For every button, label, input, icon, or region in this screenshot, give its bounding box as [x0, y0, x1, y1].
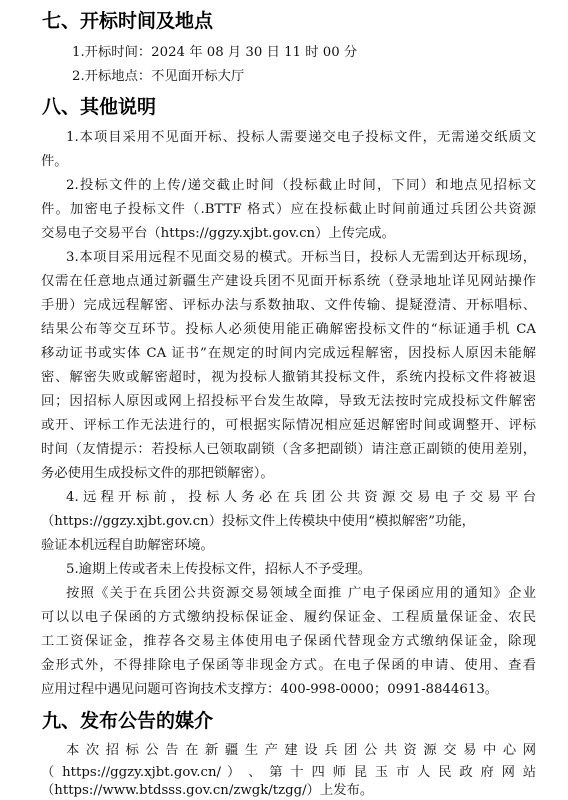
para-line: 仅需在任意地点通过新疆生产建设兵团不见面开标系统（登录地址详见网站操作: [41, 274, 536, 289]
para-line: 工工资保证金，推荐各交易主体使用电子保函代替现金方式缴纳保证金，除现: [41, 634, 536, 649]
para-line: （https://www.btdsss.gov.cn/zwgk/tzgg/）上发布。: [41, 783, 374, 798]
para-line: 件。: [41, 154, 68, 169]
para-line: 手册）完成远程解密、评标办法与系数抽取、文件传输、提疑澄清、开标唱标、: [41, 298, 536, 313]
para-line: 密、解密失败或解密超时，视为投标人撤销其投标文件，系统内投标文件将被退: [41, 370, 536, 385]
para-line: 1.本项目采用不见面开标、投标人需要递交电子投标文件，无需递交纸质文: [66, 130, 536, 145]
para-line: 可以以电子保函的方式缴纳投标保证金、履约保证金、工程质量保证金、农民: [41, 610, 536, 625]
para-line: 或开、评标工作无法进行的，可根据实际情况相应延迟解密时间或调整开、评标: [41, 418, 536, 433]
para-line: 2.投标文件的上传/递交截止时间（投标截止时间，下同）和地点见招标文: [66, 178, 536, 193]
open-location-item: 2.开标地点：不见面开标大厅: [72, 69, 245, 84]
para-line: 回；因招标人原因或网上招投标平台发生故障，导致无法按时完成投标文件解密: [41, 394, 536, 409]
para-line: 移动证书或实体 CA 证书”在规定的时间内完成远程解密，因投标人原因未能解: [41, 346, 536, 361]
para-line: 验证本机远程自助解密环境。: [41, 538, 214, 553]
para-line: 3.本项目采用远程不见面交易的模式。开标当日，投标人无需到达开标现场，: [66, 250, 536, 265]
para-line: 5.逾期上传或者未上传投标文件，招标人不予受理。: [66, 562, 372, 577]
para-line: 件。加密电子投标文件（.BTTF 格式）应在投标截止时间前通过兵团公共资源: [41, 202, 536, 217]
open-time-item: 1.开标时间：2024 年 08 月 30 日 11 时 00 分: [72, 45, 358, 60]
para-line: 本次招标公告在新疆生产建设兵团公共资源交易中心网: [66, 743, 536, 758]
para-line: 时间（友情提示：若投标人已领取副锁（含多把副锁）请注意正副锁的使用差别，: [41, 442, 536, 457]
section-9-heading: 九、发布公告的媒介: [42, 710, 214, 732]
para-line: 结果公布等交互环节。投标人必须使用能正确解密投标文件的“标证通手机 CA: [41, 322, 536, 337]
para-line: 按照《关于在兵团公共资源交易领域全面推 广电子保函应用的通知》企业: [66, 586, 536, 601]
para-line: 4.远程开标前，投标人务必在兵团公共资源交易电子交易平台: [66, 490, 536, 505]
para-line: （https://ggzy.xjbt.gov.cn）投标文件上传模块中使用“模拟解密”功能，: [41, 514, 475, 529]
section-7-heading: 七、开标时间及地点: [42, 10, 214, 32]
para-line: 应用过程中遇见问题可咨询技术支撑方：400-998-0000；0991-8844613。: [41, 682, 499, 697]
para-line: 金形式外，不得排除电子保函等非现金方式。在电子保函的申请、使用、查看: [41, 658, 536, 673]
para-line: 交易电子交易平台（https://ggzy.xjbt.gov.cn）上传完成。: [41, 226, 395, 241]
section-8-heading: 八、其他说明: [42, 96, 157, 118]
para-line: （ https://ggzy.xjbt.gov.cn/ ） 、 第 十 四 师 昆 玉 市 人 民 政 府 网 站: [41, 765, 536, 780]
para-line: 务必使用生成投标文件的那把锁解密）。: [41, 466, 274, 481]
